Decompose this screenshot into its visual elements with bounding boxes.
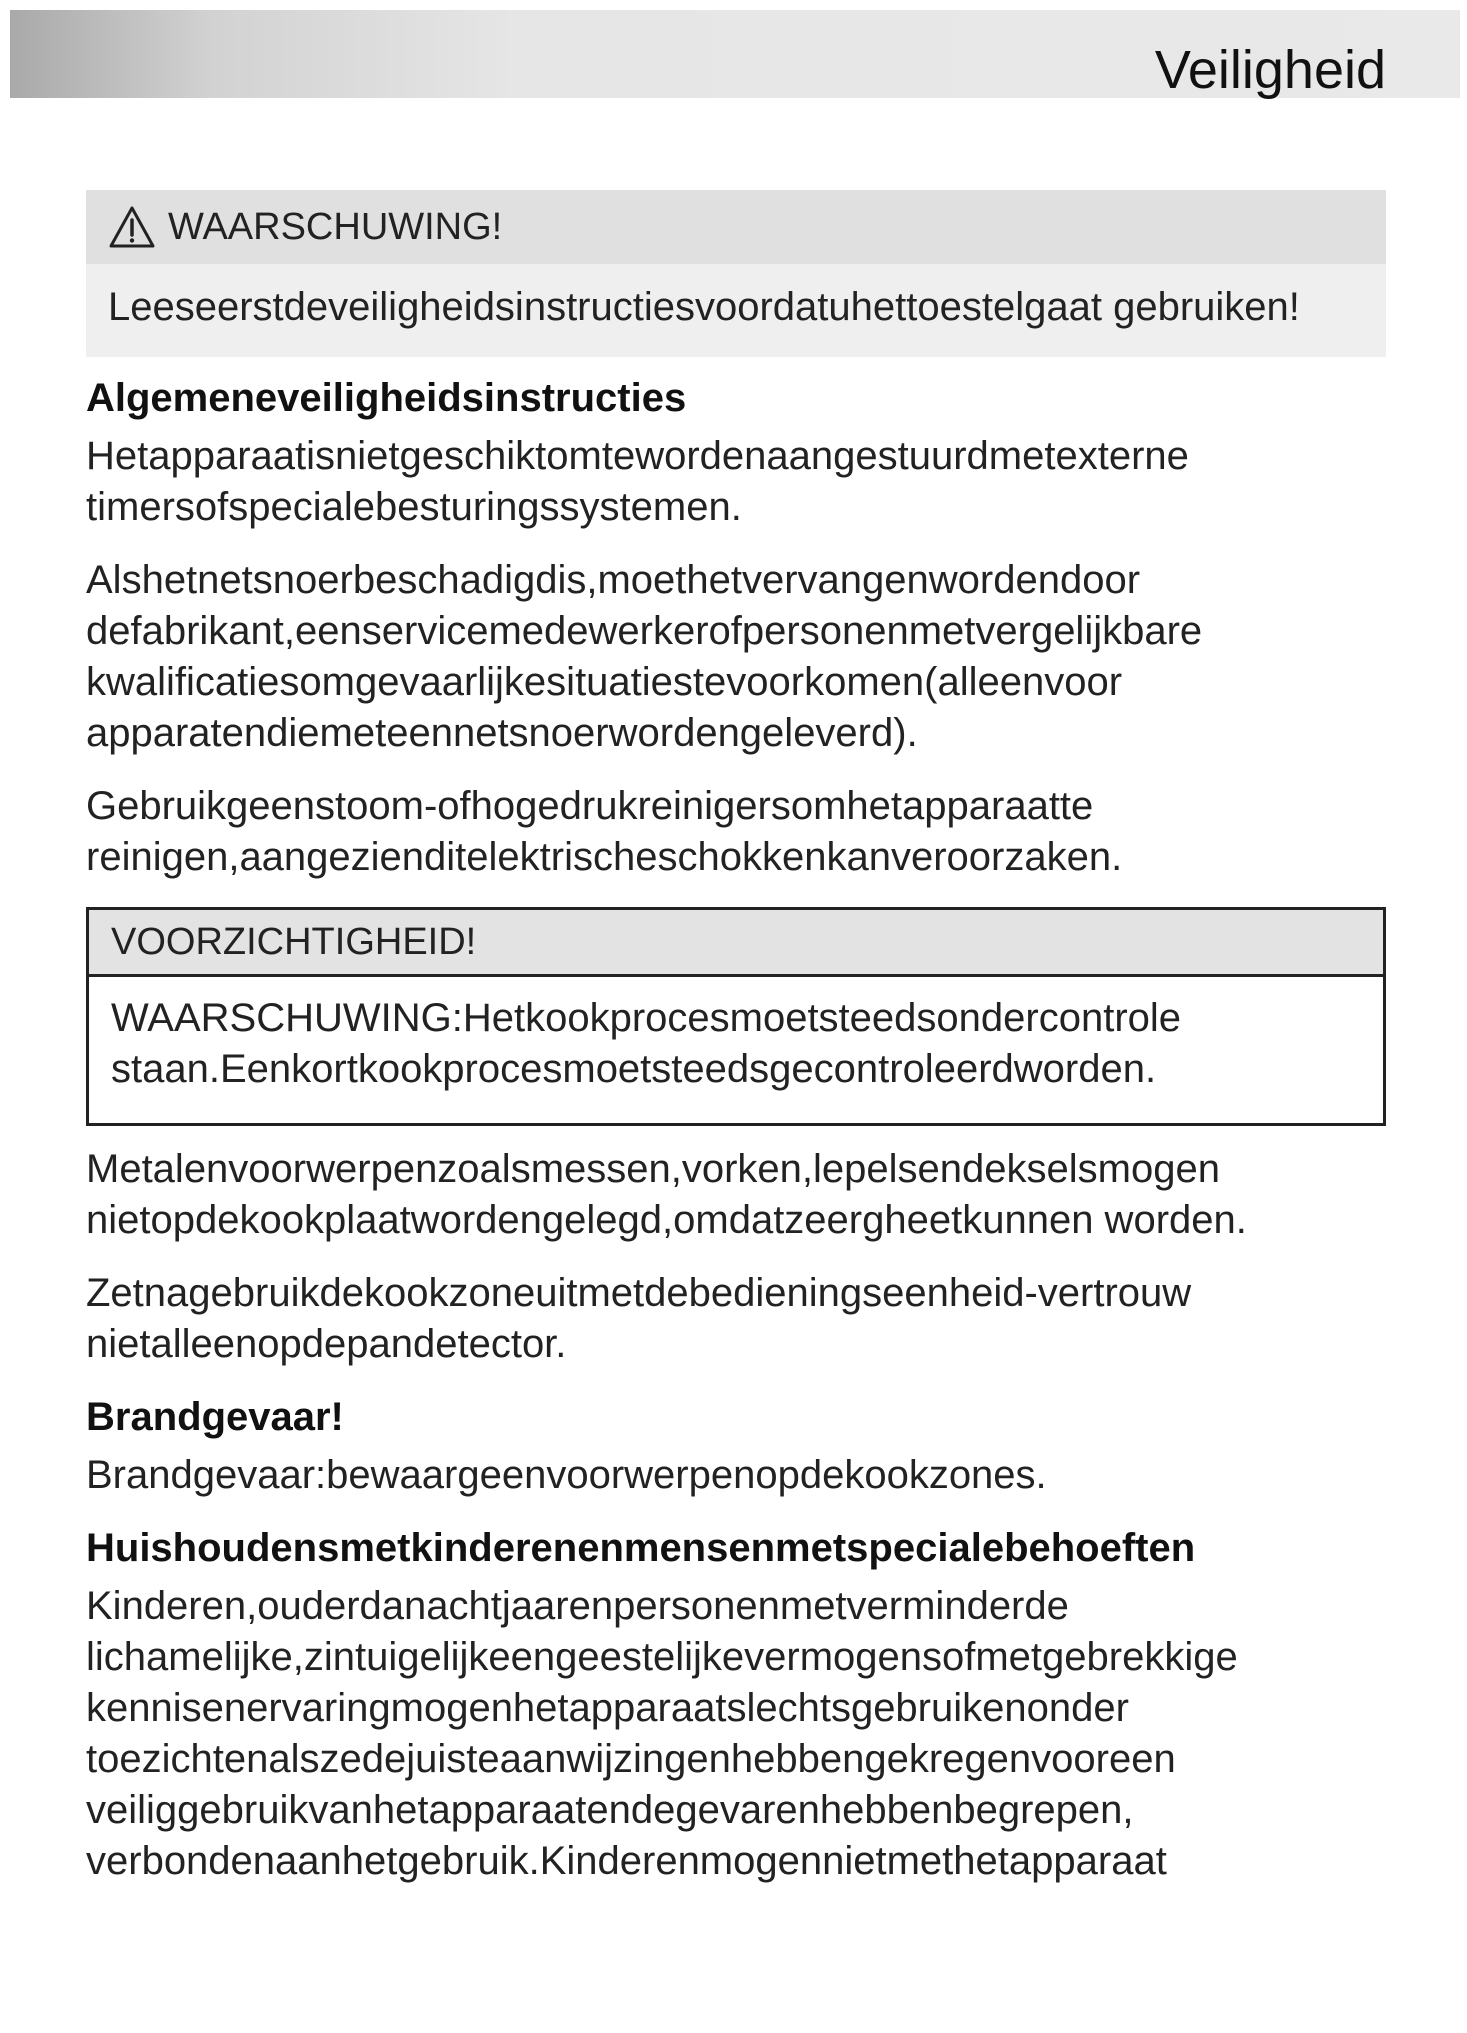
page-title: Veiligheid — [1154, 40, 1386, 100]
paragraph: Metalenvoorwerpenzoalsmessen,vorken,lepelsendekselsmogen nietopdekookplaatwordengelegd,omdatzeergheetkunnen worden. — [86, 1147, 1247, 1242]
paragraph: Alshetnetsnoerbeschadigdis,moethetvervangenwordendoor defabrikant,eenservicemedewerkerofpersonenmetvergelijkbare kwalificatiesomgevaarlijkesituatiestevoorkomen(alleenvoor apparatendiemeteennetsnoerwordengeleverd). — [86, 558, 1203, 755]
paragraph: Kinderen,ouderdanachtjaarenpersonenmetverminderde lichamelijke,zintuigelijkeengeestelijkevermogensofmetgebrekkige kennisenervaringmogenhetapparaatslechtsgebruikenonder toezichtenalszedejuisteaanwijzingenhebbengekregenvooreen veiliggebruikvanhetapparaatendegevarenhebbenbegrepen, verbondenaanhetgebruik.Kinderenmogennietmethetapparaat — [86, 1584, 1238, 1883]
paragraph: Zetnagebruikdekookzoneuitmetdebedieningseenheid-vertrouw nietalleenopdepandetector. — [86, 1271, 1192, 1366]
document-content — [86, 190, 1386, 1909]
caution-title: VOORZICHTIGHEID! — [89, 910, 1383, 977]
warning-text: Leeseerstdeveiligheidsinstructiesvoordatuhettoestelgaat gebruiken! — [108, 285, 1300, 329]
paragraph: Hetapparaatisnietgeschiktomtewordenaangestuurdmetexterne timersofspecialebesturingssystemen. — [86, 434, 1189, 529]
section-heading-household: Huishoudensmetkinderenenmensenmetspecialebehoeften — [86, 1526, 1196, 1570]
section-heading-fire: Brandgevaar! — [86, 1395, 344, 1439]
paragraph: Gebruikgeenstoom-ofhogedrukreinigersomhetapparaatte reinigen,aangezienditelektrischeschokkenkanveroorzaken. — [86, 784, 1123, 879]
caution-text: WAARSCHUWING:Hetkookprocesmoetsteedsondercontrole staan.Eenkortkookprocesmoetsteedsgecontroleerdworden. — [111, 996, 1182, 1091]
caution-box — [86, 907, 1386, 1126]
warning-triangle-icon — [108, 205, 156, 249]
warning-title: WAARSCHUWING! — [168, 205, 503, 248]
warning-header — [86, 190, 1386, 264]
page-header-band — [10, 10, 1460, 98]
paragraph: Brandgevaar:bewaargeenvoorwerpenopdekookzones. — [86, 1453, 1047, 1497]
section-heading-general: Algemeneveiligheidsinstructies — [86, 376, 687, 420]
warning-box — [86, 190, 1386, 357]
